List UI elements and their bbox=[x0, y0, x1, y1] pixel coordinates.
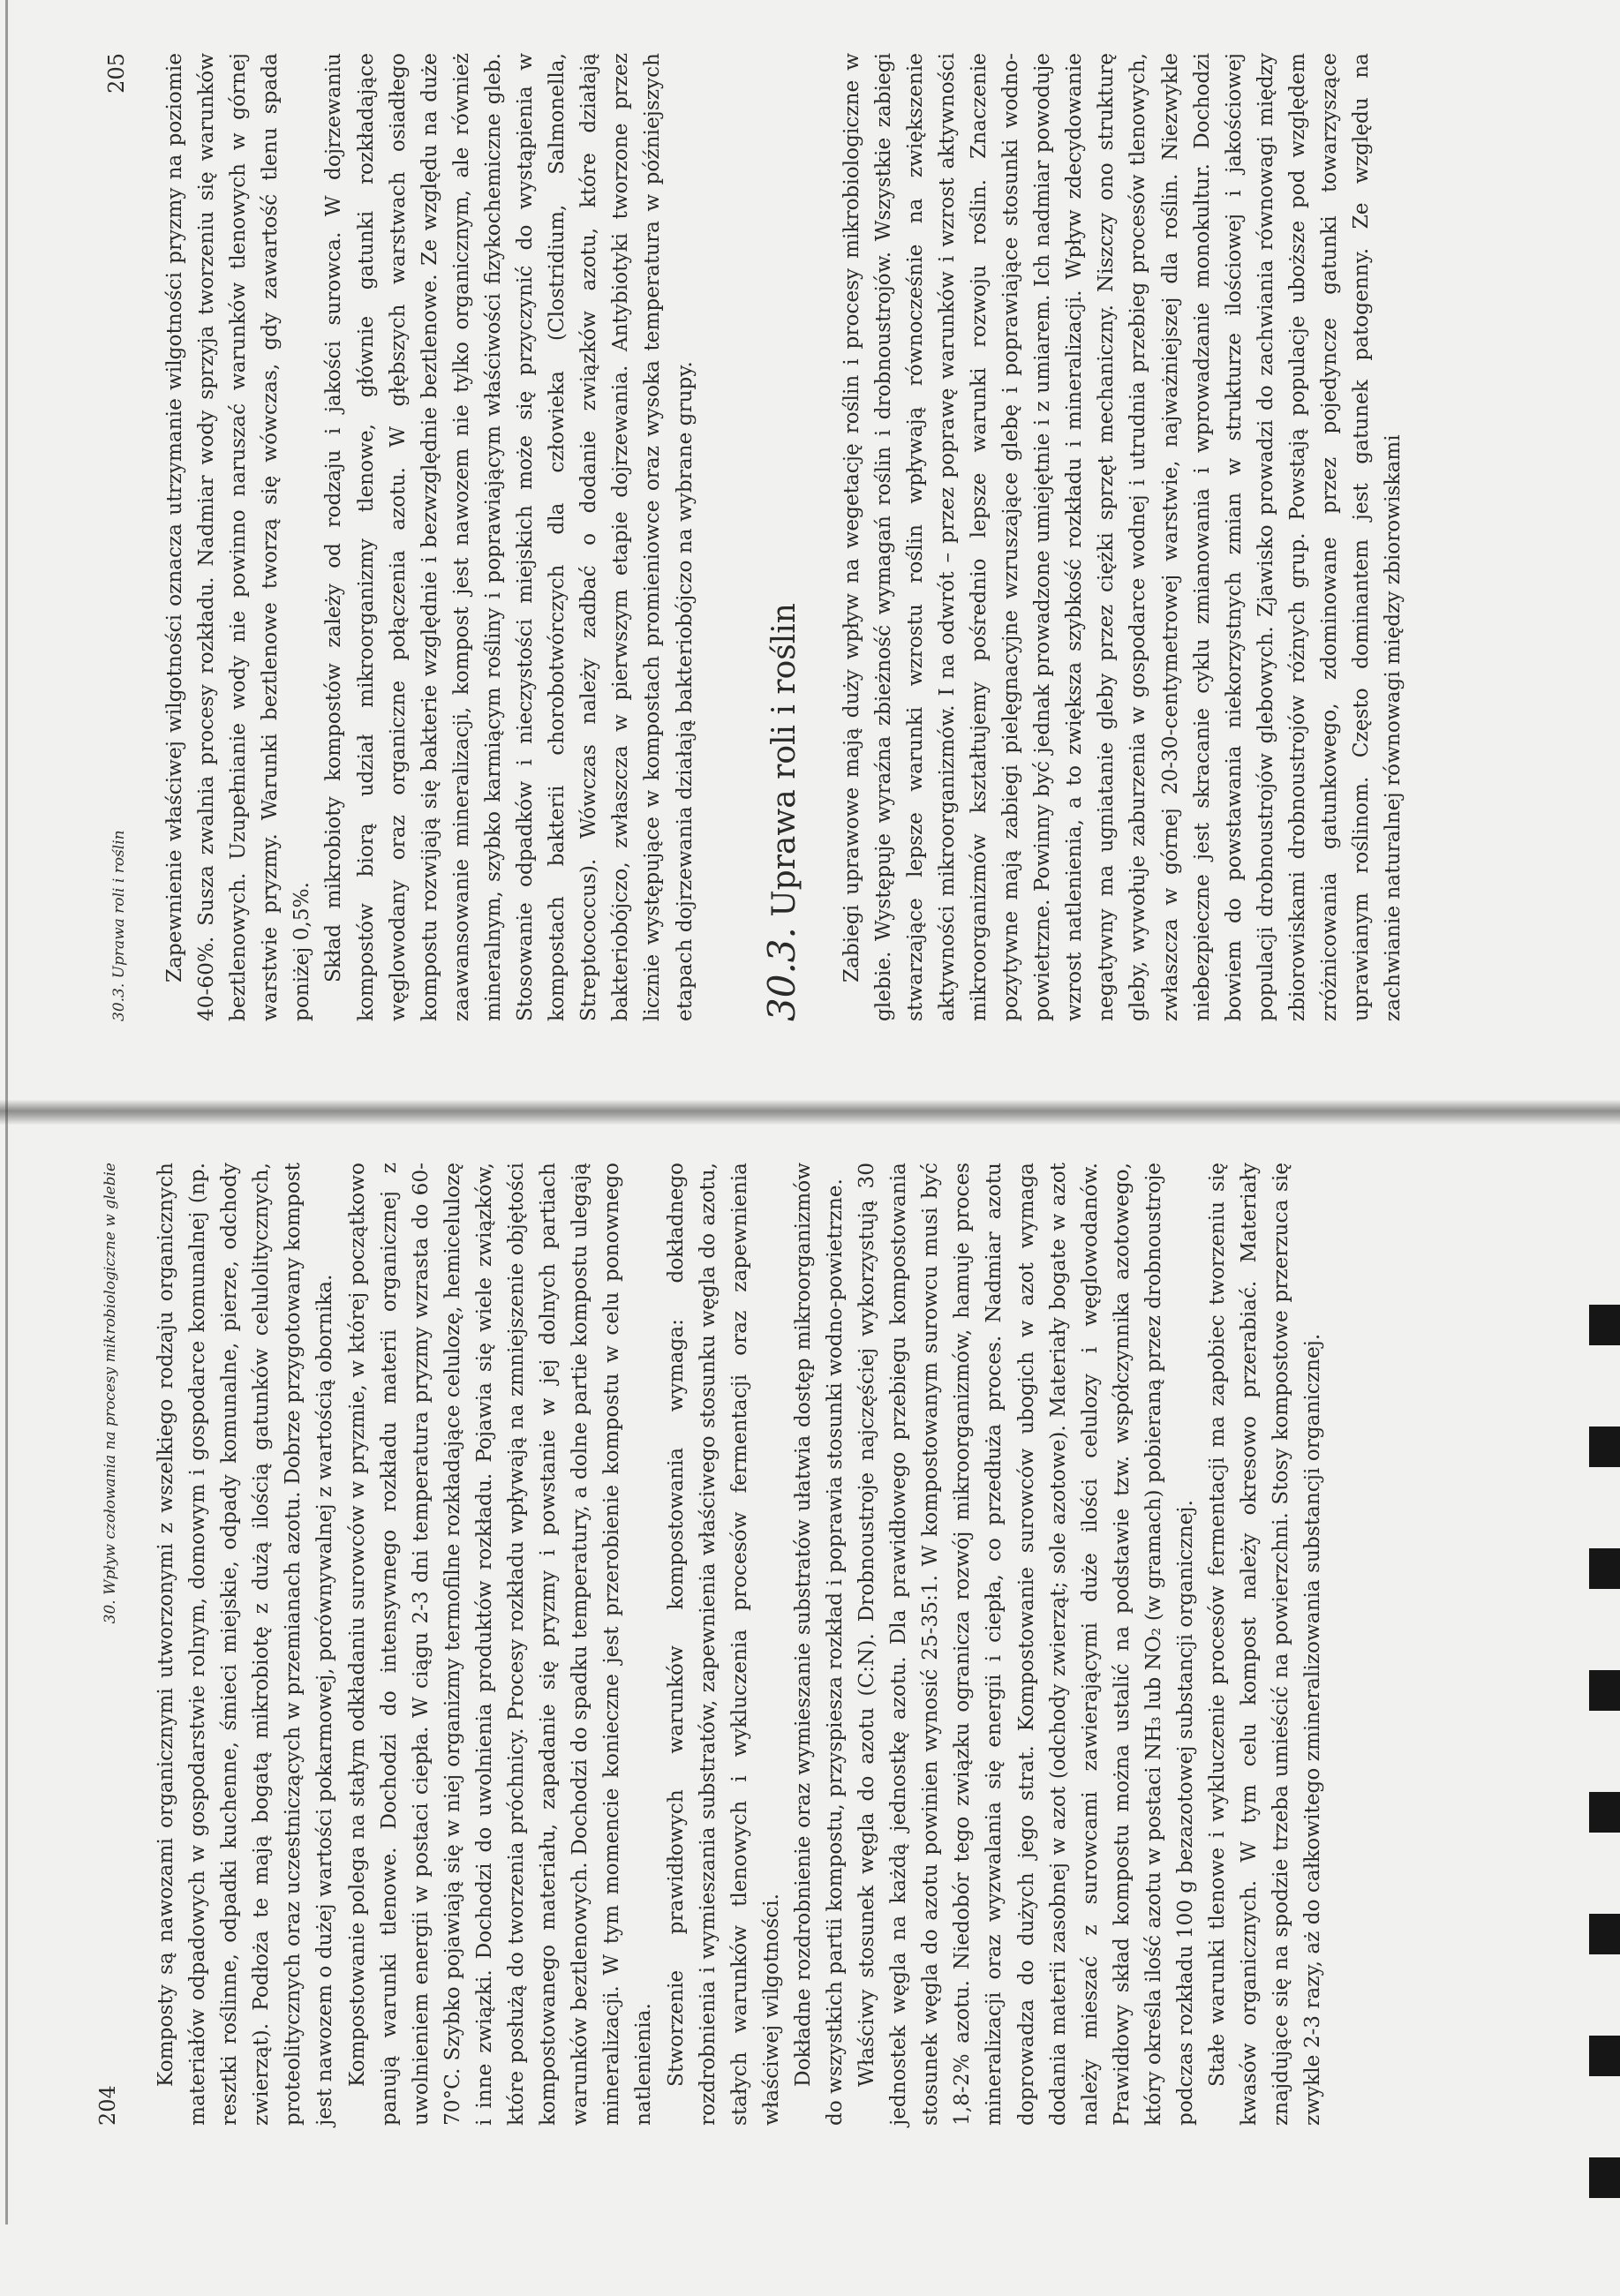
registration-mark bbox=[1589, 1427, 1620, 1467]
paragraph: Właściwy stosunek węgla do azotu (C:N). Drobnoustroje najczęściej wykorzystują 30 jednostek węgla na każdą jednostkę azotu. Dla prawidłowego przebiegu kompostowania stosunek węgla do azotu powinien wynosić 25-35:1. W kompostowanym surowcu musi być 1,8-2% azotu. Niedobór tego związku ogranicza rozwój mikroorganizmów, hamuje proces mineralizacji oraz wyzwalania się energii i ciepła, co przedłuża proces. Nadmiar azotu doprowadza do dużych jego strat. Kompostowanie surowców ubogich w azot wymaga dodania materii zasobnej w azot (odchody zwierząt; sole azotowe). Materiały bogate w azot należy mieszać z surowcami zawierającymi duże ilości celulozy i węglowodanów. Prawidłowy skład kompostu można ustalić na podstawie tzw. współczynnika azotowego, który określa ilość azotu w postaci NH₃ lub NO₂ (w gramach) pobieraną przez drobnoustroje podczas rozkładu 100 g bezazotowej substancji organicznej. bbox=[855, 1163, 1197, 2126]
page-number-right: 205 bbox=[104, 53, 129, 94]
running-head-title-left: 30. Wpływ czołowania na procesy mikrobiologiczne w glebie bbox=[102, 1163, 119, 1624]
section-title: Uprawa roli i roślin bbox=[765, 603, 802, 917]
registration-mark bbox=[1589, 1305, 1620, 1345]
registration-mark bbox=[1589, 2157, 1620, 2198]
page-205 bbox=[0, 0, 1620, 1099]
running-head-title-right: 30.3. Uprawa roli i roślin bbox=[110, 830, 128, 1021]
body-text-right bbox=[159, 53, 1409, 1021]
section-number: 30.3. bbox=[759, 927, 803, 1021]
registration-mark bbox=[1589, 1792, 1620, 1833]
paragraph: Dokładne rozdrobnienie oraz wymieszanie substratów ułatwia dostęp mikroorganizmów do wszystkich partii kompostu, przyspiesza rozkład i poprawia stosunki wodno-powietrzne. bbox=[790, 1163, 847, 2126]
paragraph: Zapewnienie właściwej wilgotności oznacza utrzymanie wilgotności pryzmy na poziomie 40-60%. Susza zwalnia procesy rozkładu. Nadmiar wody sprzyja tworzeniu się warunków beztlenowych. Uzupełnianie wody nie powinno naruszać warunków tlenowych w górnej warstwie pryzmy. Warunki beztlenowe tworzą się wówczas, gdy zawartość tlenu spada poniżej 0,5%. bbox=[162, 53, 314, 1021]
page-204 bbox=[0, 1125, 1620, 2224]
body-text-left bbox=[150, 1163, 1329, 2126]
registration-mark bbox=[1589, 1670, 1620, 1711]
paragraph: Stworzenie prawidłowych warunków kompostowania wymaga: dokładnego rozdrobnienia i wymieszania substratów, zapewnienia właściwego stosunku węgla do azotu, stałych warunków tlenowych i wykluczenia procesów fermentacji oraz zapewnienia właściwej wilgotności. bbox=[663, 1163, 783, 2126]
scan-registration-marks bbox=[1589, 1125, 1620, 2224]
section-heading bbox=[759, 53, 803, 1021]
paragraph: Stałe warunki tlenowe i wykluczenie procesów fermentacji ma zapobiec tworzeniu się kwasów organicznych. W tym celu kompost należy okresowo przerabiać. Materiały znajdujące się na spodzie trzeba umieścić na powierzchni. Stosy kompostowe przerzuca się zwykle 2-3 razy, aż do całkowitego zmineralizowania substancji organicznej. bbox=[1205, 1163, 1325, 2126]
paragraph: Komposty są nawozami organicznymi utworzonymi z wszelkiego rodzaju organicznych materiałów odpadowych w gospodarstwie rolnym, domowym i gospodarce komunalnej (np. resztki roślinne, odpadki kuchenne, śmieci miejskie, odpady komunalne, pierze, odchody zwierząt). Podłoża te mają bogatą mikrobiotę z dużą ilością gatunków celulolitycznych, proteolitycznych oraz uczestniczących w przemianach azotu. Dobrze przygotowany kompost jest nawozem o dużej wartości pokarmowej, porównywalnej z wartością obornika. bbox=[154, 1163, 337, 2126]
paragraph: Kompostowanie polega na stałym odkładaniu surowców w pryzmie, w której początkowo panują warunki tlenowe. Dochodzi do intensywnego rozkładu materii organicznej z uwolnieniem energii w postaci ciepła. W ciągu 2-3 dni temperatura pryzmy wzrasta do 60-70°C. Szybko pojawiają się w niej organizmy termofilne rozkładające celulozę, hemicelulozę i inne związki. Dochodzi do uwolnienia produktów rozkładu. Pojawia się wiele związków, które posłużą do tworzenia próchnicy. Procesy rozkładu wpływają na zmniejszenie objętości kompostowanego materiału, zapadanie się pryzmy i powstanie w jej dolnych partiach warunków beztlenowych. Dochodzi do spadku temperatury, a dolne partie kompostu ulegają mineralizacji. W tym momencie konieczne jest przerobienie kompostu w celu ponownego natlenienia. bbox=[344, 1163, 656, 2126]
page-number-left: 204 bbox=[95, 2085, 120, 2126]
registration-mark bbox=[1589, 2036, 1620, 2076]
running-head-right bbox=[104, 53, 129, 1021]
paragraph: Zabiegi uprawowe mają duży wpływ na wegetację roślin i procesy mikrobiologiczne w glebie. Występuje wyraźna zbieżność wymagań roślin i drobnoustrojów. Wszystkie zabiegi stwarzające lepsze warunki wzrostu roślin wpływają równocześnie na zwiększenie aktywności mikroorganizmów. I na odwrót – przez poprawę warunków i wzrost aktywności mikroorganizmów kształtujemy pośrednio lepsze warunki rozwoju roślin. Znaczenie pozytywne mają zabiegi pielęgnacyjne wzruszające glebę i poprawiające stosunki wodno-powietrzne. Powinny być jednak prowadzone umiejętnie i z umiarem. Ich nadmiar powoduje wzrost natlenienia, a to zwiększa szybkość rozkładu i mineralizacji. Wpływ zdecydowanie negatywny ma ugniatanie gleby przez ciężki sprzęt mechaniczny. Niszczy ono strukturę gleby, wywołuje zaburzenia w gospodarce wodnej i utrudnia przebieg procesów tlenowych, zwłaszcza w górnej 20-30-centymetrowej warstwie, najważniejszej dla roślin. Niezwykle niebezpieczne jest skracanie cyklu zmianowania i wprowadzanie monokultur. Dochodzi bowiem do powstawania niekorzystnych zmian w strukturze ilościowej i jakościowej populacji drobnoustrojów glebowych. Zjawisko prowadzi do zachwiania równowagi między zbiorowiskami drobnoustrojów różnych grup. Powstają populacje uboższe pod względem zróżnicowania gatunkowego, zdominowane przez pojedyncze gatunki towarzyszące uprawianym roślinom. Często dominantem jest gatunek patogenny. Ze względu na zachwianie naturalnej równowagi między zbiorowiskami bbox=[839, 53, 1405, 1021]
paragraph: Skład mikrobioty kompostów zależy od rodzaju i jakości surowca. W dojrzewaniu kompostów biorą udział mikroorganizmy tlenowe, głównie gatunki rozkładające węglowodany oraz organiczne połączenia azotu. W głębszych warstwach osiadłego kompostu rozwijają się bakterie względnie i bezwzględnie beztlenowe. Ze względu na duże zaawansowanie mineralizacji, kompost jest nawozem nie tylko organicznym, ale również mineralnym, szybko karmiącym rośliny i poprawiającym właściwości fizykochemiczne gleb. Stosowanie odpadków i nieczystości miejskich może się przyczynić do wystąpienia w kompostach bakterii chorobotwórczych dla człowieka (Clostridium, Salmonella, Streptococcus). Wówczas należy zadbać o dodanie związków azotu, które działają bakteriobójczo, zwłaszcza w pierwszym etapie dojrzewania. Antybiotyki tworzone przez licznie występujące w kompostach promieniowce oraz wysoka temperatura w późniejszych etapach dojrzewania działają bakteriobójczo na wybrane grupy. bbox=[321, 53, 697, 1021]
running-head-left bbox=[95, 1163, 120, 2126]
registration-mark bbox=[1589, 1914, 1620, 1954]
book-gutter-shadow bbox=[0, 1100, 1620, 1125]
registration-mark bbox=[1589, 1548, 1620, 1589]
